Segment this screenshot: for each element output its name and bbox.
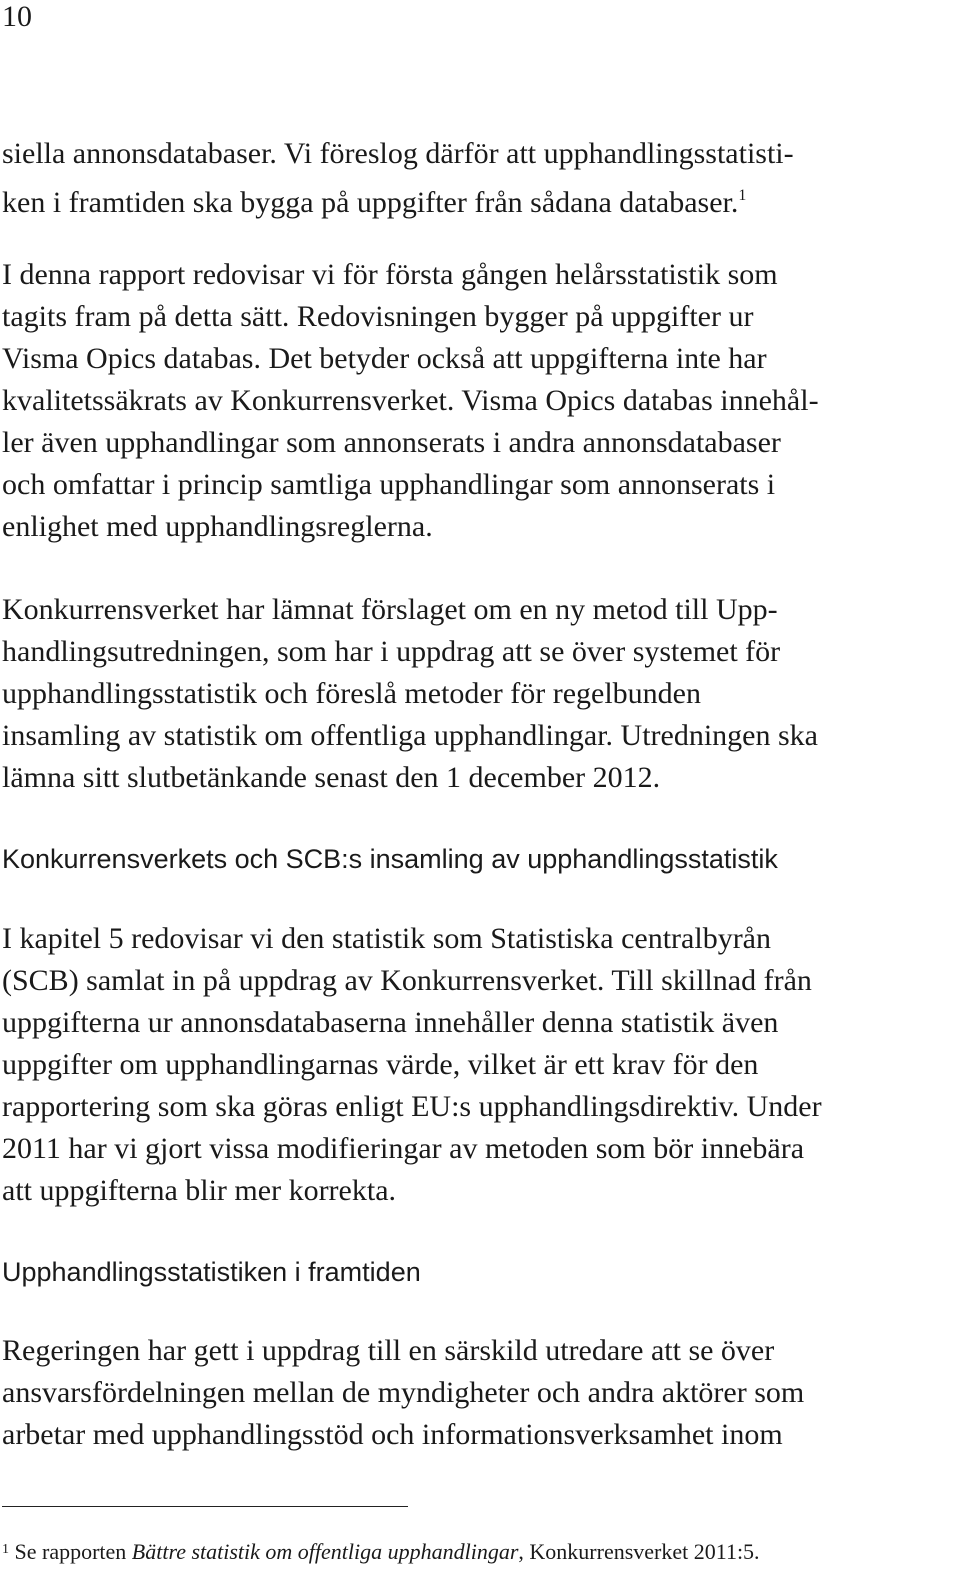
body-line: ler även upphandlingar som annonserats i andra annonsdatabaser <box>2 426 781 459</box>
body-line: rapportering som ska göras enligt EU:s upphandlingsdirektiv. Under <box>2 1090 822 1123</box>
body-line: tagits fram på detta sätt. Redovisningen bygger på uppgifter ur <box>2 300 754 333</box>
body-line: upphandlingsstatistik och föreslå metoder för regelbunden <box>2 677 701 710</box>
section-heading: Upphandlingsstatistiken i framtiden <box>2 1257 421 1287</box>
body-line: 2011 har vi gjort vissa modifieringar av metoden som bör innebära <box>2 1132 805 1165</box>
body-line: Konkurrensverket har lämnat förslaget om en ny metod till Upp- <box>2 593 778 626</box>
footnote-text-end: , Konkurrensverket 2011:5. <box>518 1539 760 1564</box>
footnote-reference: 1 <box>738 187 747 204</box>
body-line: handlingsutredningen, som har i uppdrag att se över systemet för <box>2 635 781 668</box>
footnote <box>2 1537 760 1565</box>
body-line: kvalitetssäkrats av Konkurrensverket. Visma Opics databas innehål- <box>2 384 819 417</box>
footnote-report-title: Bättre statistik om offentliga upphandlingar <box>131 1539 519 1564</box>
body-line-text: ken i framtiden ska bygga på uppgifter från sådana databaser. <box>2 186 739 219</box>
body-line: arbetar med upphandlingsstöd och informationsverksamhet inom <box>2 1418 783 1451</box>
body-line-with-note <box>2 179 746 220</box>
section-heading: Konkurrensverkets och SCB:s insamling av upphandlingsstatistik <box>2 844 778 874</box>
body-line: I kapitel 5 redovisar vi den statistik som Statistiska centralbyrån <box>2 922 771 955</box>
body-line: insamling av statistik om offentliga upphandlingar. Utredningen ska <box>2 719 818 752</box>
body-line: och omfattar i princip samtliga upphandlingar som annonserats i <box>2 468 776 501</box>
footnote-separator <box>2 1506 408 1507</box>
body-line: (SCB) samlat in på uppdrag av Konkurrensverket. Till skillnad från <box>2 964 812 997</box>
body-line: uppgifterna ur annonsdatabaserna innehåller denna statistik även <box>2 1006 779 1039</box>
body-line: lämna sitt slutbetänkande senast den 1 december 2012. <box>2 761 661 794</box>
body-line: I denna rapport redovisar vi för första gången helårsstatistik som <box>2 258 778 291</box>
body-line: att uppgifterna blir mer korrekta. <box>2 1174 397 1207</box>
body-line: enlighet med upphandlingsreglerna. <box>2 510 433 543</box>
body-line: ansvarsfördelningen mellan de myndigheter och andra aktörer som <box>2 1376 805 1409</box>
body-line: Regeringen har gett i uppdrag till en särskild utredare att se över <box>2 1334 775 1367</box>
footnote-text: Se rapporten <box>14 1539 132 1564</box>
footnote-number: 1 <box>2 1542 9 1557</box>
body-line: uppgifter om upphandlingarnas värde, vilket är ett krav för den <box>2 1048 759 1081</box>
body-line: Visma Opics databas. Det betyder också att uppgifterna inte har <box>2 342 767 375</box>
body-line: siella annonsdatabaser. Vi föreslog därför att upphandlingsstatisti- <box>2 137 794 170</box>
page-number: 10 <box>2 0 32 33</box>
